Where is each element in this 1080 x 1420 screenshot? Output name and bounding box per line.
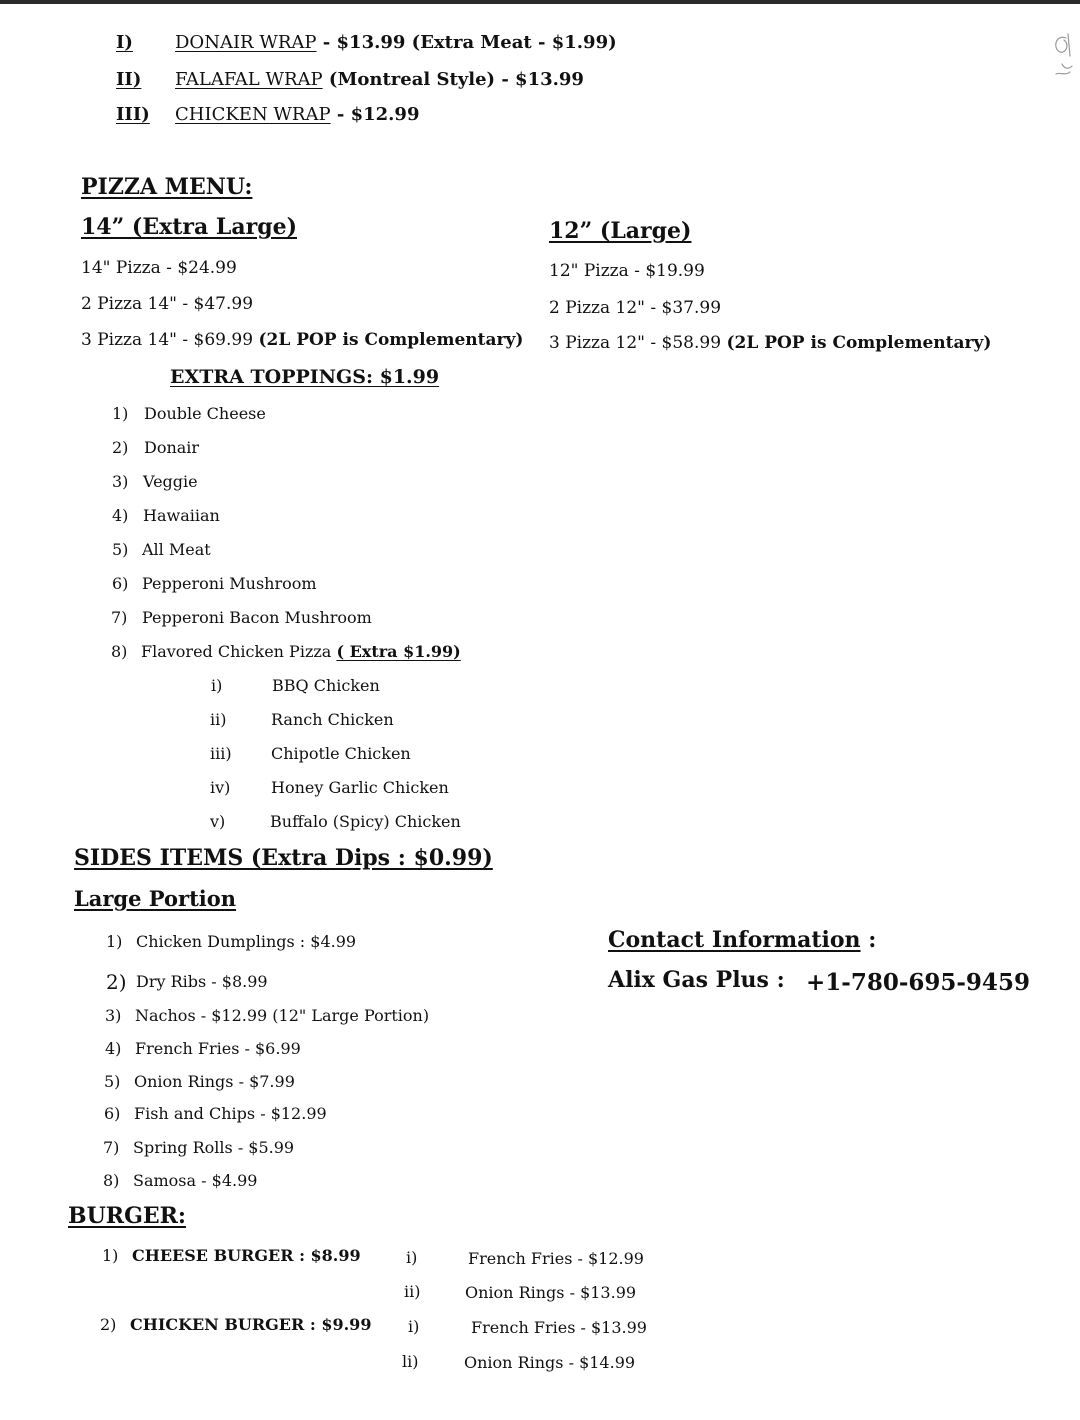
topping-number: 5) [112,540,129,559]
extra-toppings-title: EXTRA TOPPINGS: $1.99 [170,366,440,388]
topping-item: Hawaiian [143,506,220,525]
side-number: 4) [105,1039,122,1058]
wrap-item-chicken: CHICKEN WRAP - $12.99 [175,104,420,125]
flavor-item: BBQ Chicken [272,676,380,695]
burger-item-cheese: CHEESE BURGER : $8.99 [132,1246,361,1265]
side-item: French Fries - $6.99 [135,1039,301,1058]
side-number: 2) [106,970,127,994]
flavor-item: Honey Garlic Chicken [271,778,449,797]
side-item: Spring Rolls - $5.99 [133,1138,295,1157]
burger-option: Onion Rings - $14.99 [464,1353,636,1372]
burger-number: 1) [102,1246,119,1265]
burger-option-number: i) [406,1248,418,1267]
topping-number: 3) [112,472,129,491]
flavor-item: Chipotle Chicken [271,744,411,763]
pizza-xl-line: 2 Pizza 14" - $47.99 [81,294,254,314]
side-number: 1) [106,932,123,951]
burger-title: BURGER: [68,1203,187,1229]
side-number: 3) [105,1006,122,1025]
burger-item-chicken: CHICKEN BURGER : $9.99 [130,1315,372,1334]
burger-option-number: li) [402,1352,419,1371]
flavor-number: i) [211,676,223,695]
pizza-xl-line: 14" Pizza - $24.99 [81,258,237,278]
phone-number[interactable]: +1-780-695-9459 [806,969,1030,996]
side-number: 8) [103,1171,120,1190]
flavor-number: iii) [210,744,232,763]
burger-number: 2) [100,1315,117,1334]
side-item: Nachos - $12.99 (12" Large Portion) [135,1006,430,1025]
topping-number: 4) [112,506,129,525]
topping-number: 7) [111,608,128,627]
burger-option-number: ii) [404,1282,421,1301]
side-number: 7) [103,1138,120,1157]
flavor-item: Buffalo (Spicy) Chicken [270,812,461,831]
side-item: Onion Rings - $7.99 [134,1072,295,1091]
topping-number: 8) [111,642,128,661]
wrap-number: II) [116,69,142,90]
topping-item: All Meat [142,540,211,559]
pizza-xl-line: 3 Pizza 14" - $69.99 (2L POP is Complementary) [81,330,524,350]
pizza-large-line: 2 Pizza 12" - $37.99 [549,298,722,318]
topping-item: Veggie [143,472,198,491]
wrap-item-donair: DONAIR WRAP - $13.99 (Extra Meat - $1.99) [175,32,617,53]
pizza-large-line: 3 Pizza 12" - $58.99 (2L POP is Complementary) [549,333,992,353]
topping-number: 6) [112,574,129,593]
handwritten-mark-icon [1046,30,1076,80]
burger-option: French Fries - $13.99 [471,1318,647,1337]
topping-item: Double Cheese [144,404,266,423]
topping-number: 1) [112,404,129,423]
topping-item-flavored-chicken: Flavored Chicken Pizza ( Extra $1.99) [141,642,461,661]
side-item: Chicken Dumplings : $4.99 [136,932,357,951]
topping-item: Pepperoni Mushroom [142,574,317,593]
side-item: Fish and Chips - $12.99 [134,1104,327,1123]
side-number: 6) [104,1104,121,1123]
pizza-menu-title: PIZZA MENU: [81,174,253,200]
pizza-xl-heading: 14” (Extra Large) [81,214,297,240]
pizza-large-line: 12" Pizza - $19.99 [549,261,705,281]
contact-title: Contact Information : [608,927,877,953]
sides-title: SIDES ITEMS (Extra Dips : $0.99) [74,845,493,871]
side-item: Samosa - $4.99 [133,1171,258,1190]
flavor-number: iv) [210,778,231,797]
flavor-item: Ranch Chicken [271,710,394,729]
topping-item: Pepperoni Bacon Mushroom [142,608,372,627]
sides-subtitle: Large Portion [74,886,237,911]
side-number: 5) [104,1072,121,1091]
flavor-number: ii) [210,710,227,729]
business-name: Alix Gas Plus : [608,967,785,993]
side-item: Dry Ribs - $8.99 [136,972,268,991]
flavor-number: v) [210,812,226,831]
page-top-edge [0,0,1080,4]
topping-number: 2) [112,438,129,457]
wrap-item-falafal: FALAFAL WRAP (Montreal Style) - $13.99 [175,69,584,90]
burger-option: Onion Rings - $13.99 [465,1283,637,1302]
wrap-number: III) [116,104,150,125]
topping-item: Donair [144,438,200,457]
wrap-number: I) [116,32,133,53]
burger-option-number: i) [408,1317,420,1336]
pizza-large-heading: 12” (Large) [549,218,692,244]
burger-option: French Fries - $12.99 [468,1249,644,1268]
